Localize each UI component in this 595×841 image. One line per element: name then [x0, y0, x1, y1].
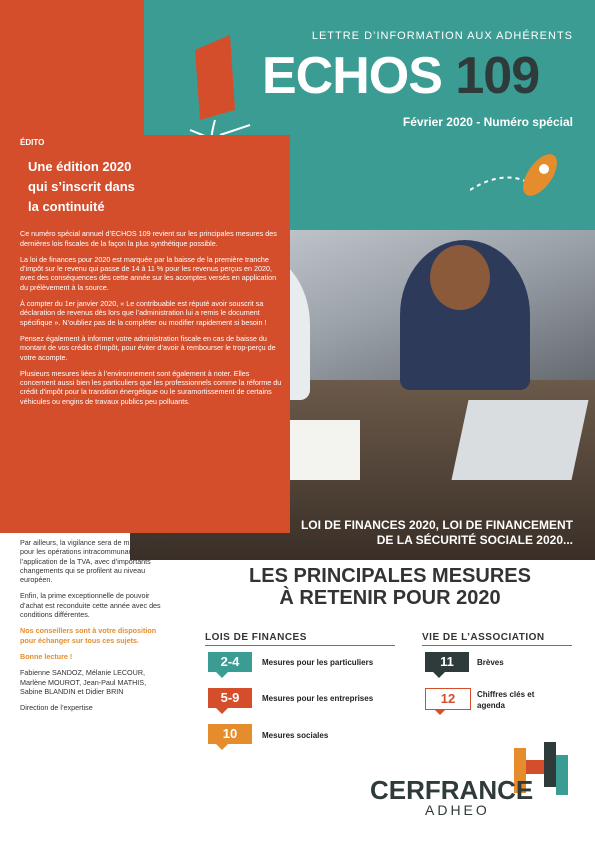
photo-laptop	[451, 400, 588, 480]
lois-heading: LOIS DE FINANCES	[205, 632, 307, 643]
edito-label: ÉDITO	[20, 138, 45, 147]
edito-title-line: la continuité	[28, 199, 105, 215]
edito-column	[20, 138, 282, 413]
edito-paragraph: À compter du 1er janvier 2020, « Le contribuable est réputé avoir souscrit sa déclaration de revenus dès lors que l’administration lui a remis le document spécifique ». N’oubliez pas de la compléter ou modifier rapidement si besoin !	[20, 299, 267, 327]
edito-paragraph: Enfin, la prime exceptionnelle de pouvoir d’achat est reconduite cette année avec des conditions différentes.	[20, 591, 161, 620]
header-title	[262, 46, 539, 106]
edito-paragraph: Plusieurs mesures liées à l’environnement sont également à noter. Elles concernent aussi bien les particuliers que les professionnels comme la réforme du crédit d’impôt pour la transition énergétique ou le suramortissement de certains véhicules ou engins de travaux publics peu polluants.	[20, 368, 282, 406]
edito-paragraph: La loi de finances pour 2020 est marquée par la baisse de la première tranche d’impôt sur le revenu qui passe de 14 à 11 % pour les revenus perçus en 2020, avec des conséquences dès cette année sur les acomptes versés en application du prélèvement à la source.	[20, 254, 277, 292]
vie-rule	[422, 645, 572, 646]
edito-cta: Nos conseillers sont à votre disposition pour échanger sur tous ces sujets.	[20, 626, 157, 645]
toc-item-label[interactable]: Mesures pour les particuliers	[262, 658, 374, 667]
banner-line: DE LA SÉCURITÉ SOCIALE 2020...	[376, 533, 573, 547]
photo-banner	[253, 518, 573, 548]
photo-woman-head	[430, 245, 490, 310]
toc-item-label[interactable]: Mesures sociales	[262, 731, 329, 740]
title-number: 109	[455, 47, 540, 105]
sidebar-top	[0, 0, 144, 135]
edito-title-line: qui s’inscrit dans	[28, 179, 135, 195]
tag-10[interactable]: 10	[208, 724, 252, 744]
headline	[200, 565, 580, 609]
edito-signatories: Fabienne SANDOZ, Mélanie LECOUR, Marlène MOUROT, Jean-Paul MATHIS, Sabine BLANDIN et Didier BRIN	[20, 668, 147, 696]
tag-12[interactable]: 12	[425, 688, 471, 710]
edito-lower	[20, 538, 170, 719]
edito-title-line: Une édition 2020	[28, 159, 132, 175]
banner-line: LOI DE FINANCES 2020, LOI DE FINANCEMENT	[300, 518, 573, 532]
edito-paragraph: Pensez également à informer votre administration fiscale en cas de baisse du montant de vos crédits d’impôt, pour éviter d’avoir à rembourser le trop-perçu de votre acompte.	[20, 333, 276, 362]
edito-paragraph: Par ailleurs, la vigilance sera de mise à l’avenir pour les opérations intracommunautaires et l’application de la TVA, avec d’importants changements qui se profilent au niveau européen.	[20, 538, 170, 585]
edito-closing: Bonne lecture !	[20, 651, 73, 661]
tag-5-9[interactable]: 5-9	[208, 688, 252, 708]
headline-line: LES PRINCIPALES MESURES	[249, 565, 531, 587]
header-subtitle: LETTRE D’INFORMATION AUX ADHÉRENTS	[311, 30, 573, 42]
issue-date: Février 2020 - Numéro spécial	[402, 115, 573, 129]
vie-heading: VIE DE L’ASSOCIATION	[422, 632, 545, 643]
toc-item-label[interactable]: Chiffres clés et agenda	[477, 690, 535, 710]
logo-name: CERFRANCE	[370, 775, 534, 805]
rocket-icon	[470, 145, 560, 215]
edito-title	[20, 157, 282, 217]
tag-11[interactable]: 11	[425, 652, 469, 672]
headline-line: À RETENIR POUR 2020	[279, 587, 501, 609]
logo-subtitle: ADHEO	[425, 802, 490, 818]
edito-direction: Direction de l’expertise	[20, 703, 93, 713]
lois-rule	[205, 645, 395, 646]
toc-item-label[interactable]: Mesures pour les entreprises	[262, 694, 374, 703]
toc-item-label[interactable]: Brèves	[477, 658, 504, 667]
edito-paragraph: Ce numéro spécial annuel d’ECHOS 109 revient sur les principales mesures des dernières lois fiscales de la façon la plus synthétique possible.	[20, 229, 277, 248]
title-echos: ECHOS	[262, 47, 442, 105]
tag-2-4[interactable]: 2-4	[208, 652, 252, 672]
